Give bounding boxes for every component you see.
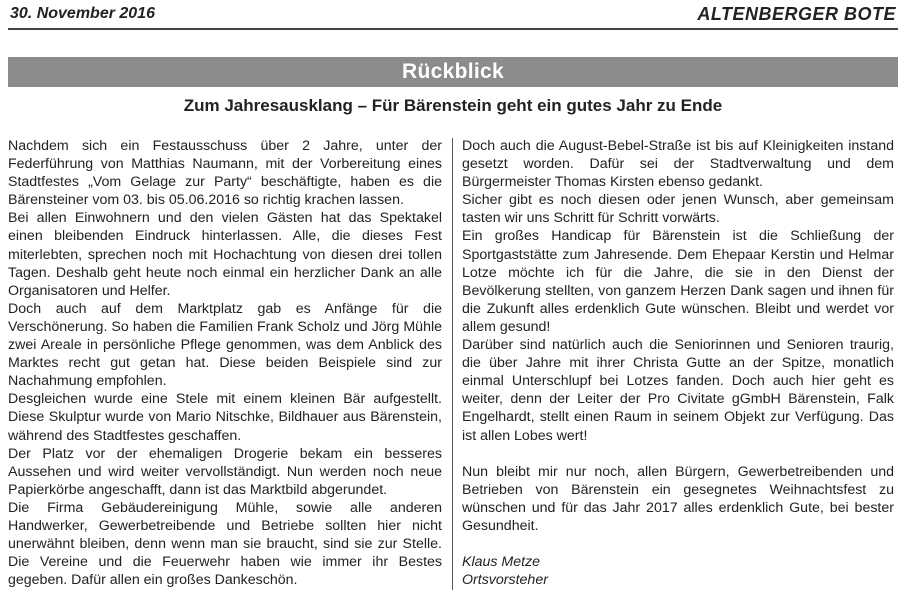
column-divider — [452, 138, 453, 590]
author-name: Klaus Metze — [462, 553, 541, 570]
page-header — [8, 4, 898, 26]
paragraph: Die Firma Gebäudereinigung Mühle, sowie alle anderen Handwerker, Gewerbetreibende und Betriebe sollten hier nicht unerwähnt bleiben, denn wenn man sie braucht, sind sie zur Stelle. Die Vereine und die Feuerwehr haben wie immer ihr Bestes gegeben. Dafür allen ein großes Dankeschön. — [8, 499, 442, 589]
article-headline: Zum Jahresausklang – Für Bärenstein geht ein gutes Jahr zu Ende — [183, 96, 723, 115]
paragraph: Doch auch die August-Bebel-Straße ist bis auf Kleinigkeiten instand gesetzt worden. Dafür sei der Stadtverwaltung und dem Bürgermeister Thomas Kirsten ebenso gedankt. — [462, 138, 894, 191]
newspaper-name: ALTENBERGER BOTE — [697, 4, 896, 24]
paragraph: Ein großes Handicap für Bärenstein ist die Schließung der Sportgaststätte zum Jahresende. Dem Ehepaar Kerstin und Helmar Lotze möchte ich für die Jahre, die sie in den Dienst der Bevölkerung stellten, von ganzem Herzen Dank sagen und ihnen für die Zukunft alles erdenklich Gute wünschen. Bleibt und werdet vor allem gesund! — [462, 228, 894, 335]
paragraph-spacer — [462, 535, 894, 553]
author-role: Ortsvorsteher — [462, 572, 548, 589]
paragraph: Bei allen Einwohnern und den vielen Gästen hat das Spektakel einen bleibenden Eindruck hinterlassen. Alle, die dieses Fest miterlebten, sprechen noch mit Hochachtung von diesen drei tollen Tagen. Deshalb geht heute noch einmal ein herzlicher Dank an alle Organisatoren und Helfer. — [8, 210, 442, 299]
header-rule — [8, 28, 898, 30]
article-left-column — [8, 137, 442, 589]
paragraph: Nun bleibt mir nur noch, allen Bürgern, Gewerbetreibenden und Betrieben von Bärenstein ein gesegnetes Weihnachtsfest zu wünschen und für das Jahr 2017 alles erdenklich Gute, bei bester Gesundheit. — [462, 463, 894, 534]
paragraph: Sicher gibt es noch diesen oder jenen Wunsch, aber gemeinsam tasten wir uns Schritt für Schritt vorwärts. — [462, 192, 894, 227]
paragraph: Nachdem sich ein Festausschuss über 2 Jahre, unter der Federführung von Matthias Naumann, mit der Vorbereitung eines Stadtfestes „Vom Gelage zur Party“ beschäftigte, haben es die Bärensteiner vom 03. bis 05.06.2016 so richtig krachen lassen. — [8, 138, 442, 209]
paragraph-spacer — [462, 445, 894, 463]
article-right-column — [462, 137, 894, 589]
paragraph: Darüber sind natürlich auch die Seniorinnen und Senioren traurig, die über Jahre mit ihrer Christa Gutte an der Spitze, monatlich einmal Unterschlupf bei Lotzes fanden. Doch auch hier geht es weiter, denn der Leiter der Pro Civitate gGmbH Bärenstein, Falk Engelhardt, stellt einen Raum in seinem Objekt zur Verfügung. Das ist allen Lobes wert! — [462, 337, 894, 444]
issue-date: 30. November 2016 — [10, 5, 155, 22]
paragraph: Desgleichen wurde eine Stele mit einem kleinen Bär aufgestellt. Diese Skulptur wurde von Mario Nitschke, Bildhauer aus Bärenstein, während des Stadtfestes geschaffen. — [8, 391, 442, 444]
paragraph: Der Platz vor der ehemaligen Drogerie bekam ein besseres Aussehen und wird weiter vervollständigt. Nun werden noch neue Papierkörbe angeschafft, dann ist das Marktbild abgerundet. — [8, 445, 442, 498]
paragraph: Doch auch auf dem Marktplatz gab es Anfänge für die Verschönerung. So haben die Familien Frank Scholz und Jörg Mühle zwei Areale in persönliche Pflege genommen, was dem Anblick des Marktes recht gut getan hat. Diese beiden Beispiele sind zur Nachahmung empfohlen. — [8, 300, 442, 390]
section-title: Rückblick — [402, 60, 504, 83]
section-banner — [8, 57, 898, 87]
